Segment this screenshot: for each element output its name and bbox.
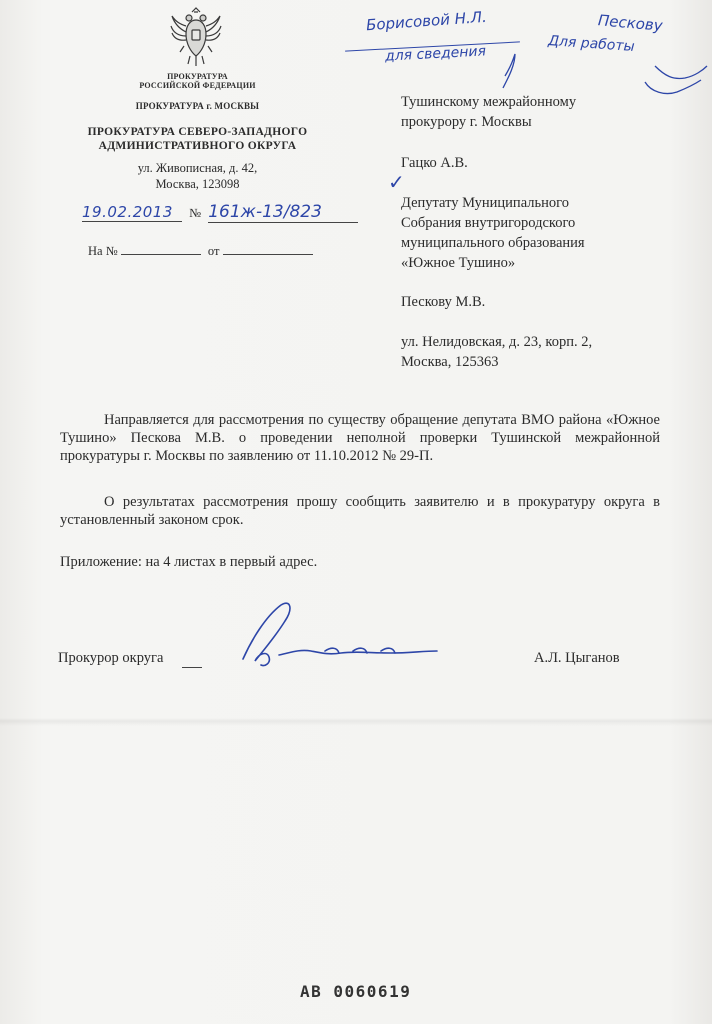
handwritten-note-2: для сведения [384,43,487,65]
handwritten-signature [195,595,445,685]
org-main-line-1: ПРОКУРАТУРА СЕВЕРО-ЗАПАДНОГО [87,126,308,138]
handwritten-note-3: Пескову [597,11,664,35]
body-paragraph-1: Направляется для рассмотрения по существу обращение депутата ВМО района «Южное Тушино» Пескова М.В. о проведении неполной проверки Тушинской межрайонной прокуратуры г. Москвы по заявлению от 11.10.2012 № 29-П. [60,412,660,464]
org-city: ПРОКУРАТУРА г. МОСКВЫ [135,101,260,111]
handwritten-note-1: Борисовой Н.Л. [365,7,488,35]
attachment-note: Приложение: на 4 листах в первый адрес. [60,554,318,570]
handwritten-note-4: Для работы [547,32,636,56]
reference-number-label: На № [88,244,118,258]
registration-line [82,202,382,223]
recipient-1-name: Гацко А.В. [401,155,468,171]
body-paragraph-2: О результатах рассмотрения прошу сообщить заявителю и в прокуратуру округа в установленный законом срок. [60,494,660,528]
org-top-line-2: РОССИЙСКОЙ ФЕДЕРАЦИИ [139,81,256,90]
recipient-address-line-2: Москва, 125363 [401,354,499,370]
recipient-address-line-1: ул. Нелидовская, д. 23, корп. 2, [401,334,593,350]
recipient-1-line-2: прокурору г. Москвы [401,114,532,130]
recipient-1-line-1: Тушинскому межрайонному [401,94,577,110]
org-main-line-2: АДМИНИСТРАТИВНОГО ОКРУГА [98,140,297,152]
registration-number-label: № [189,206,202,220]
double-headed-eagle-emblem-icon [168,6,224,68]
recipient-2-line-2: Собрания внутригородского [401,215,576,231]
recipient-2-line-3: муниципального образования [401,235,585,251]
registration-date: 19.02.2013 [82,203,182,222]
org-address-line-1: ул. Живописная, д. 42, [137,161,258,175]
recipient-2-line-4: «Южное Тушино» [401,255,516,271]
registration-number: 161ж-13/823 [208,202,358,223]
handwritten-tick-mark: ✓ [388,170,405,194]
recipient-2-line-1: Депутату Муниципального [401,195,569,211]
reference-from-label: от [207,244,220,258]
recipient-2-name: Пескову М.В. [401,294,486,310]
reference-line [88,242,328,259]
org-top-line-1: ПРОКУРАТУРА [167,72,228,81]
reference-date-blank [223,242,313,255]
signatory-name: А.Л. Цыганов [534,650,620,666]
signatory-title: Прокурор округа [58,650,164,666]
org-address-line-2: Москва, 123098 [155,177,240,191]
reference-number-blank [121,242,201,255]
form-serial-number: АВ 0060619 [300,982,412,1001]
